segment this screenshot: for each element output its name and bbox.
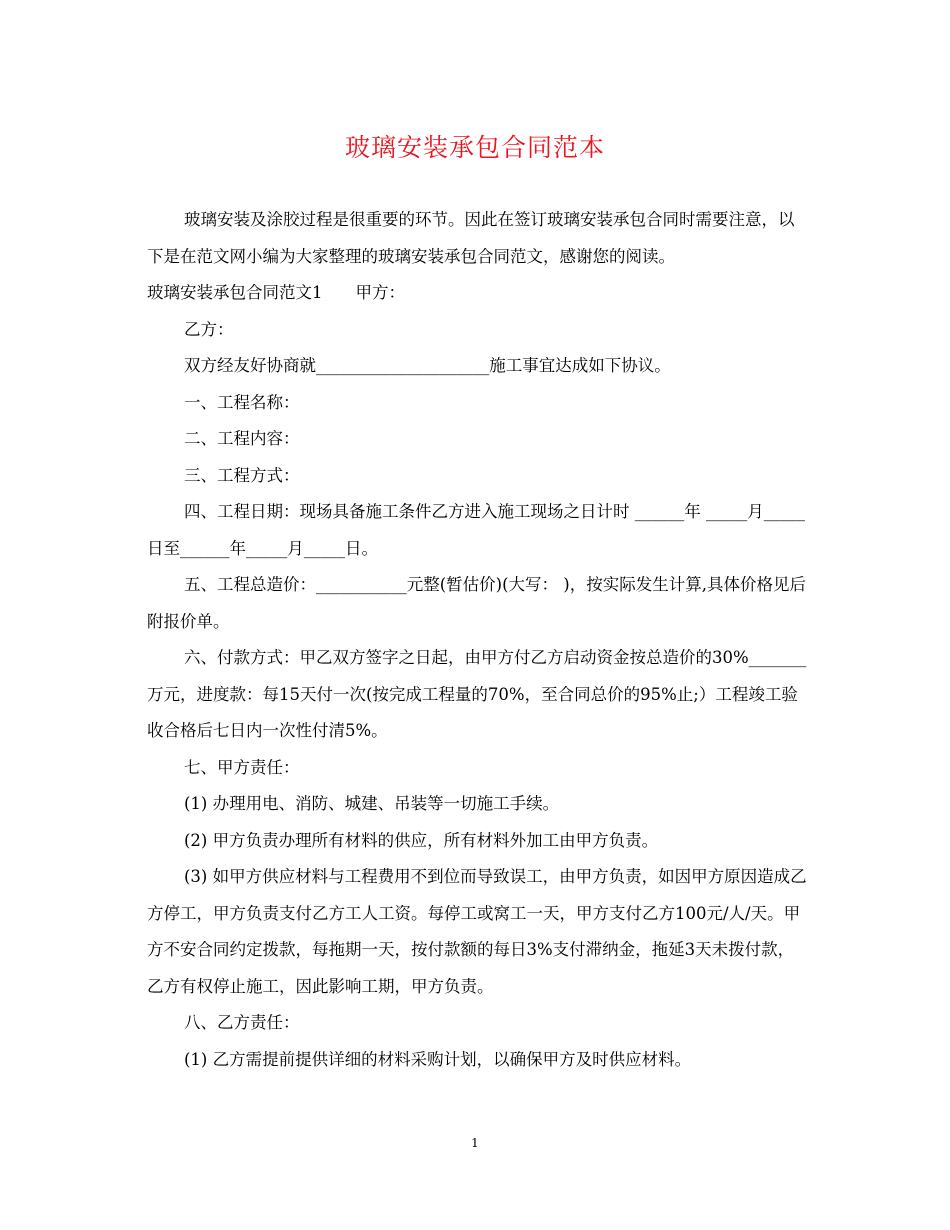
paragraph-party-a-duty-2: (2) 甲方负责办理所有材料的供应，所有材料外加工由甲方负责。	[184, 830, 659, 850]
paragraph-project-name: 一、工程名称：	[184, 392, 300, 412]
paragraph-party-b: 乙方：	[184, 319, 234, 339]
paragraph-party-b-duty-1: (1) 乙方需提前提供详细的材料采购计划，以确保甲方及时供应材料。	[184, 1049, 692, 1069]
paragraph-party-b-duties: 八、乙方责任：	[184, 1013, 300, 1032]
paragraph-contract-heading: 玻璃安装承包合同范文1 甲方：	[147, 283, 405, 302]
document-title: 玻璃安装承包合同范本	[344, 133, 605, 162]
paragraph-project-content: 二、工程内容：	[184, 429, 300, 448]
paragraph-party-a-duties: 七、甲方责任：	[184, 757, 300, 777]
paragraph-party-a-duty-3: (3) 如甲方供应材料与工程费用不到位而导致误工，由甲方负责，如因甲方原因造成乙方停工，甲方负责支付乙方工人工资。每停工或窝工一天，甲方支付乙方100元/人/天。甲方不安合同约定拨款，每拖期一天，按付款额的每日3%支付滞纳金，拖延3天未拨付款，乙方有权停止施工，因此影响工期，甲方负责。	[147, 867, 807, 996]
paragraph-total-cost: 五、工程总造价：___________元整(暂估价)(大写： )，按实际发生计算,具体价格见后附报价单。	[147, 575, 806, 631]
paragraph-party-a-duty-1: (1) 办理用电、消防、城建、吊装等一切施工手续。	[184, 794, 560, 813]
document-body	[147, 202, 807, 1078]
paragraph-project-dates: 四、工程日期：现场具备施工条件乙方进入施工现场之日计时 ______年 _____月_____日至______年_____月_____日。	[147, 502, 805, 558]
paragraph-project-method: 三、工程方式：	[184, 465, 300, 485]
page-number: 1	[471, 1136, 479, 1150]
paragraph-payment-method: 六、付款方式：甲乙双方签字之日起，由甲方付乙方启动资金按总造价的30%_______万元，进度款：每15天付一次(按完成工程量的70%，至合同总价的95%止;）工程竣工验收合格后七日内一次性付清5%。	[147, 648, 807, 740]
paragraph-agreement: 双方经友好协商就_____________________施工事宜达成如下协议。	[184, 356, 671, 375]
paragraph-intro: 玻璃安装及涂胶过程是很重要的环节。因此在签订玻璃安装承包合同时需要注意，以下是在范文网小编为大家整理的玻璃安装承包合同范文，感谢您的阅读。	[147, 210, 795, 266]
